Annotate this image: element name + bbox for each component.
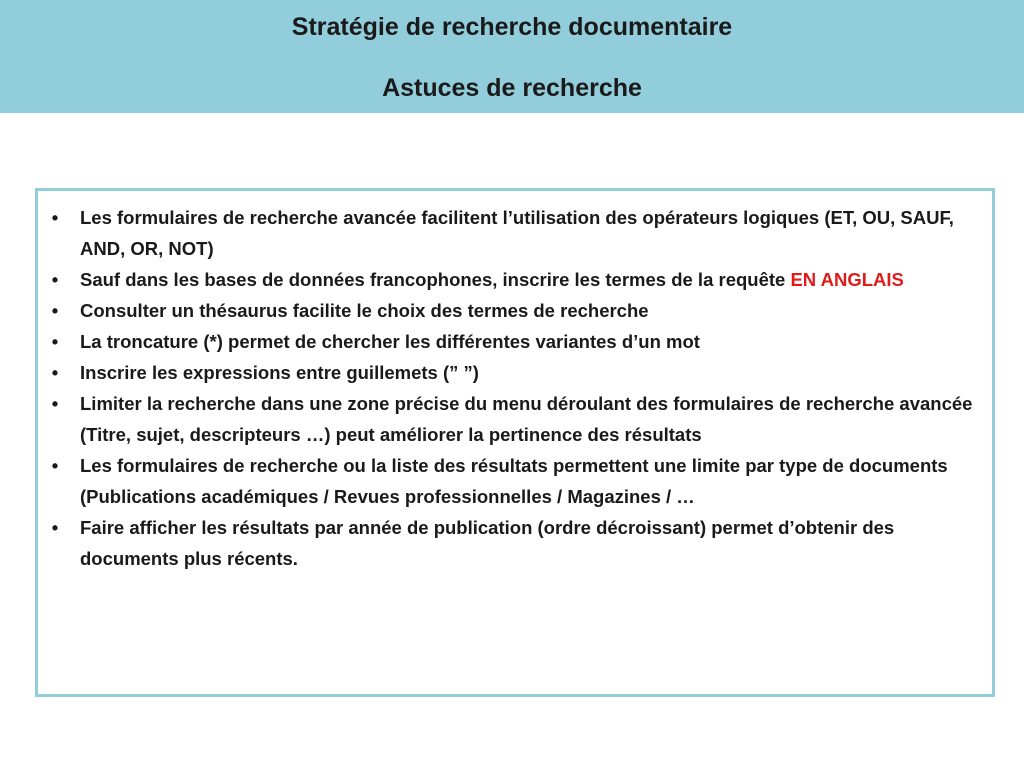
bullet-text: Faire afficher les résultats par année de publication (ordre décroissant) permet d’obtenir des documents plus récents. xyxy=(80,517,895,569)
bullet-list xyxy=(38,202,992,574)
bullet-item xyxy=(38,202,992,264)
bullet-text: Consulter un thésaurus facilite le choix des termes de recherche xyxy=(80,300,649,321)
bullet-dot-icon: • xyxy=(51,207,59,228)
highlight-text: EN ANGLAIS xyxy=(790,269,904,290)
bullet-dot-icon: • xyxy=(51,393,59,414)
bullet-dot-icon: • xyxy=(51,269,59,290)
bullet-dot-icon: • xyxy=(51,331,59,352)
bullet-item xyxy=(38,388,992,450)
bullet-dot-icon: • xyxy=(51,362,59,383)
bullet-text: Inscrire les expressions entre guillemets (” ”) xyxy=(80,362,479,383)
bullet-text: Sauf dans les bases de données francophones, inscrire les termes de la requête xyxy=(80,269,791,290)
bullet-dot-icon: • xyxy=(51,455,59,476)
bullet-item xyxy=(38,295,992,326)
bullet-text: Les formulaires de recherche avancée facilitent l’utilisation des opérateurs logiques (ET, OU, SAUF, AND, OR, NOT) xyxy=(80,207,954,259)
bullet-text: La troncature (*) permet de chercher les différentes variantes d’un mot xyxy=(80,331,700,352)
slide-subtitle: Astuces de recherche xyxy=(382,74,642,102)
bullet-dot-icon: • xyxy=(51,300,59,321)
bullet-item xyxy=(38,264,992,295)
bullet-item xyxy=(38,450,992,512)
bullet-dot-icon: • xyxy=(51,517,59,538)
slide-title: Stratégie de recherche documentaire xyxy=(291,13,733,41)
header-band xyxy=(0,0,1024,113)
content-box xyxy=(35,188,995,697)
bullet-item xyxy=(38,357,992,388)
bullet-item xyxy=(38,326,992,357)
bullet-text: Limiter la recherche dans une zone précise du menu déroulant des formulaires de recherche avancée (Titre, sujet, descripteurs …) peut améliorer la pertinence des résultats xyxy=(80,393,973,445)
bullet-text: Les formulaires de recherche ou la liste des résultats permettent une limite par type de documents (Publications académiques / Revues professionnelles / Magazines / … xyxy=(80,455,948,507)
bullet-item xyxy=(38,512,992,574)
